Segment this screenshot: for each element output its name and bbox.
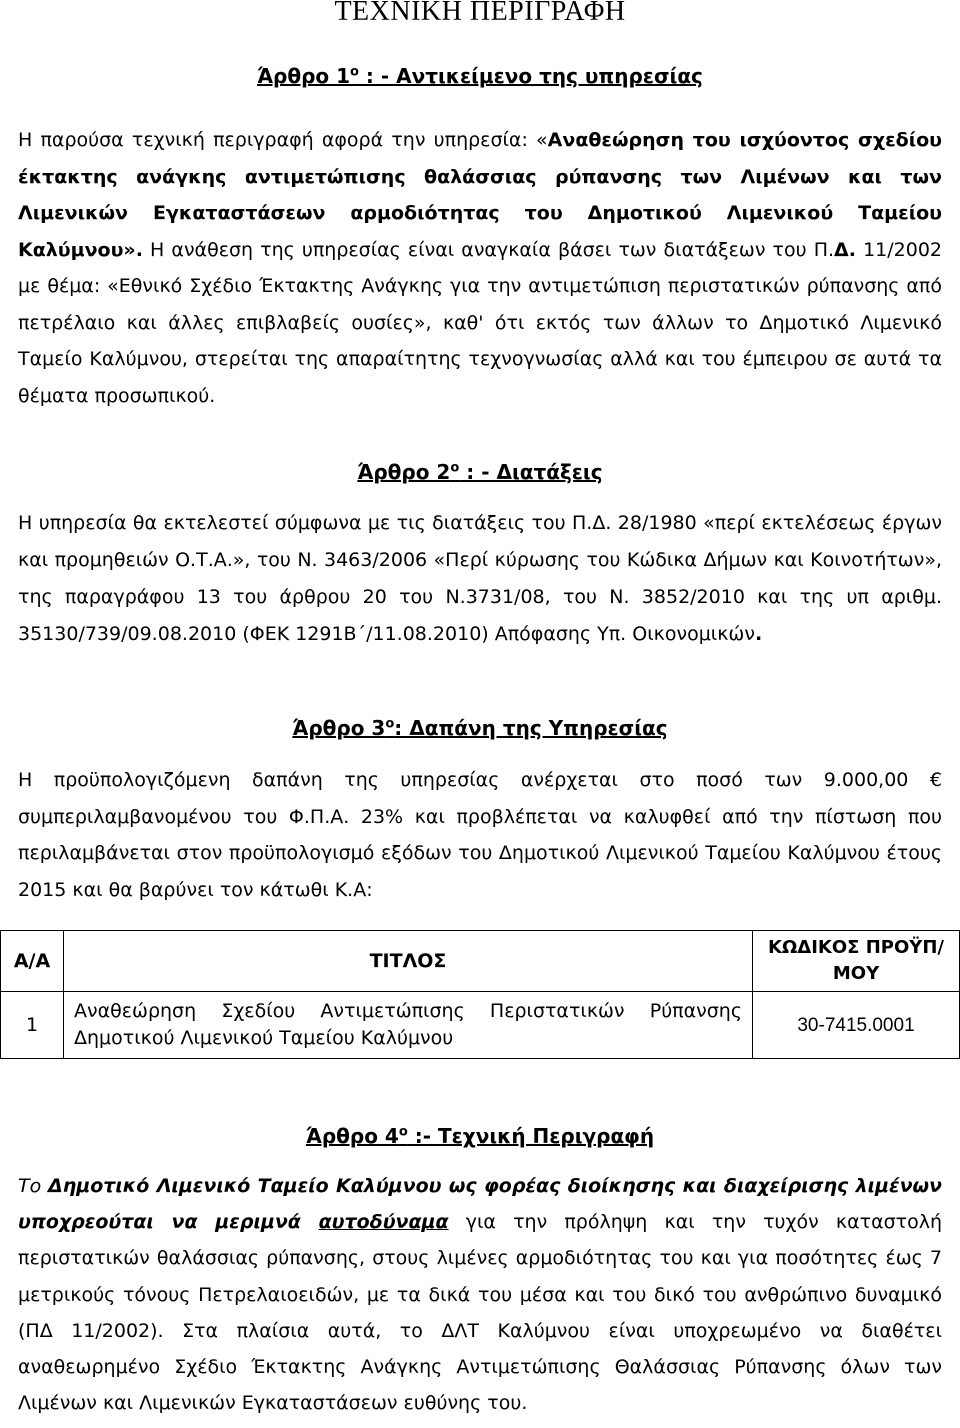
article-3-heading: Άρθρο $3^o$: Δαπάνη της Υπηρεσίας [292,716,668,740]
article-4-paragraph: Το Δημοτικό Λιμενικό Ταμείο Καλύμνου ως φορέας διοίκησης και διαχείρισης λιμένων υποχρεούται να μεριμνά αυτοδύναμα για την πρόληψη και την τυχόν καταστολή περιστατικών θαλάσσιας ρύπανσης, στους λιμένες αρμοδιότητας του και για ποσότητες έως 7 μετρικούς τόνους Πετρελαιοειδών, με τα δικά του μέσα και του δικό του ανθρώπινο δυναμικό (ΠΔ 11/2002). Στα πλαίσια αυτά, το ΔΛΤ Καλύμνου είναι υποχρεωμένο να διαθέτει αναθεωρημένο Σχέδιο Έκτακτης Ανάγκης Αντιμετώπισης Θαλάσσιας Ρύπανσης όλων των Λιμένων και Λιμενικών Εγκαταστάσεων ευθύνης του. [18,1175,942,1415]
table-header-row [1,931,960,992]
header-aa: Α/Α [1,931,64,992]
article-4-heading: Άρθρο $4^o$ :- Τεχνική Περιγραφή [305,1124,655,1148]
document-title: ΤΕΧΝΙΚΗ ΠΕΡΙΓΡΑΦΗ [334,0,626,27]
row-number: 1 [1,992,64,1059]
header-title: ΤΙΤΛΟΣ [64,931,753,992]
article-1-paragraph: Η παρούσα τεχνική περιγραφή αφορά την υπηρεσία: «Αναθεώρηση του ισχύοντος σχεδίου έκτακτης ανάγκης αντιμετώπισης θαλάσσιας ρύπανσης των Λιμένων και των Λιμενικών Εγκαταστάσεων αρμοδιότητας του Δημοτικού Λιμενικού Ταμείου Καλύμνου». Η ανάθεση της υπηρεσίας είναι αναγκαία βάσει των διατάξεων του Π.Δ. 11/2002 με θέμα: «Εθνικό Σχέδιο Έκτακτης Ανάγκης για την αντιμετώπιση περιστατικών ρύπανσης από πετρέλαιο και άλλες επιβλαβείς ουσίες», καθ' ότι εκτός των άλλων το Δημοτικό Λιμενικό Ταμείο Καλύμνου, στερείται της απαραίτητης τεχνογνωσίας αλλά και του έμπειρου σε αυτά τα θέματα προσωπικού. [18,129,942,407]
article-2-heading: Άρθρο $2^o$ : - Διατάξεις [357,460,603,484]
table-row [1,992,960,1059]
budget-table [0,930,960,1059]
article-3-paragraph: Η προϋπολογιζόμενη δαπάνη της υπηρεσίας ανέρχεται στο ποσό των 9.000,00 € συμπεριλαμβανομένου του Φ.Π.Α. 23% και προβλέπεται να καλυφθεί από την πίστωση που περιλαμβάνεται στον προϋπολογισμό εξόδων του Δημοτικού Λιμενικού Ταμείου Καλύμνου έτους 2015 και θα βαρύνει τον κάτωθι Κ.Α: [18,769,942,901]
article-1-heading: Άρθρο $1^o$ : - Αντικείμενο της υπηρεσίας [257,64,703,88]
header-code: ΚΩΔΙΚΟΣ ΠΡΟΫΠ/ΜΟΥ [753,931,960,992]
row-title: Αναθεώρηση Σχεδίου Αντιμετώπισης Περιστατικών Ρύπανσης Δημοτικού Λιμενικού Ταμείου Καλύμνου [64,992,753,1059]
row-code: 30-7415.0001 [753,992,960,1059]
article-2-paragraph: Η υπηρεσία θα εκτελεστεί σύμφωνα με τις διατάξεις του Π.Δ. 28/1980 «περί εκτελέσεως έργων και προμηθειών Ο.Τ.Α.», του Ν. 3463/2006 «Περί κύρωσης του Κώδικα Δήμων και Κοινοτήτων», της παραγράφου 13 του άρθρου 20 του Ν.3731/08, του Ν. 3852/2010 και της υπ αριθμ. 35130/739/09.08.2010 (ΦΕΚ 1291Β΄/11.08.2010) Απόφασης Υπ. Οικονομικών. [18,512,942,645]
